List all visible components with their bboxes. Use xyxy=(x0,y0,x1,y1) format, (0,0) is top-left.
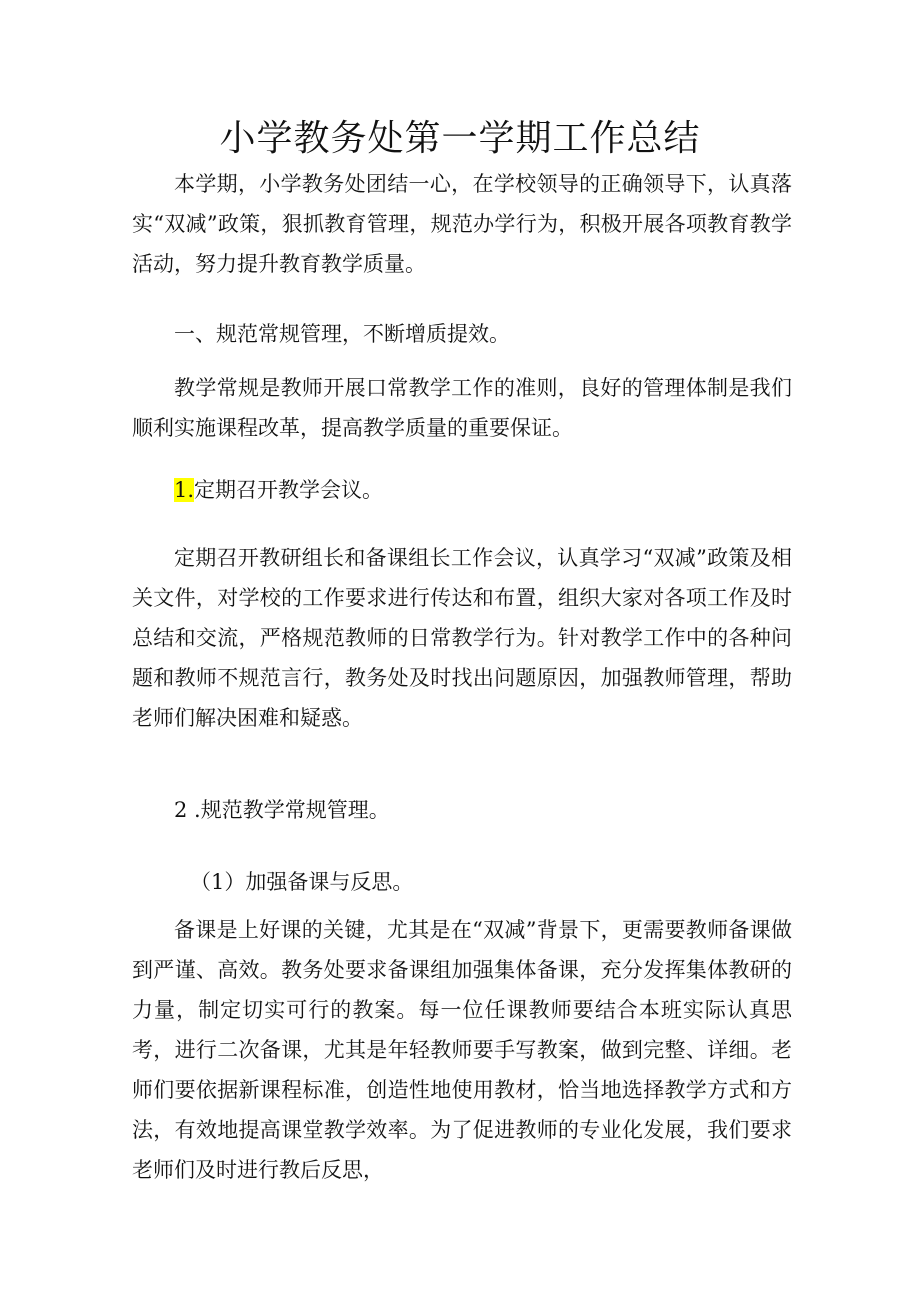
intro-paragraph: 本学期，小学教务处团结一心，在学校领导的正确领导下，认真落实“双减”政策，狠抓教育管理，规范办学行为，积极开展各项教育教学活动，努力提升教育教学质量。 xyxy=(132,172,792,276)
item-1-number-highlight: 1. xyxy=(174,478,195,502)
sub-item-1-paragraph: 备课是上好课的关键，尤其是在“双减”背景下，更需要教师备课做到严谨、高效。教务处要求备课组加强集体备课，充分发挥集体教研的力量，制定切实可行的教案。每一位任课教师要结合本班实际认真思考，进行二次备课，尤其是年轻教师要手写教案，做到完整、详细。老师们要依据新课程标准，创造性地使用教材，恰当地选择教学方式和方法，有效地提高课堂教学效率。为了促进教师的专业化发展，我们要求老师们及时进行教后反思， xyxy=(132,918,792,1182)
item-2-heading: 2 .规范教学常规管理。 xyxy=(174,798,390,822)
item-1-paragraph: 定期召开教研组长和备课组长工作会议，认真学习“双减”政策及相关文件，对学校的工作要求进行传达和布置，组织大家对各项工作及时总结和交流，严格规范教师的日常教学行为。针对教学工作中的各种问题和教师不规范言行，教务处及时找出问题原因，加强教师管理，帮助老师们解决困难和疑惑。 xyxy=(132,546,792,730)
item-1-heading xyxy=(174,470,794,510)
sub-item-1-heading: （1）加强备课与反思。 xyxy=(190,870,414,894)
document-title: 小学教务处第一学期工作总结 xyxy=(219,118,701,159)
section-1-paragraph: 教学常规是教师开展口常教学工作的准则，良好的管理体制是我们顺利实施课程改革，提高教学质量的重要保证。 xyxy=(132,376,792,440)
item-1-heading-text: 定期召开教学会议。 xyxy=(194,478,384,502)
section-1-heading: 一、规范常规管理，不断增质提效。 xyxy=(174,322,510,346)
